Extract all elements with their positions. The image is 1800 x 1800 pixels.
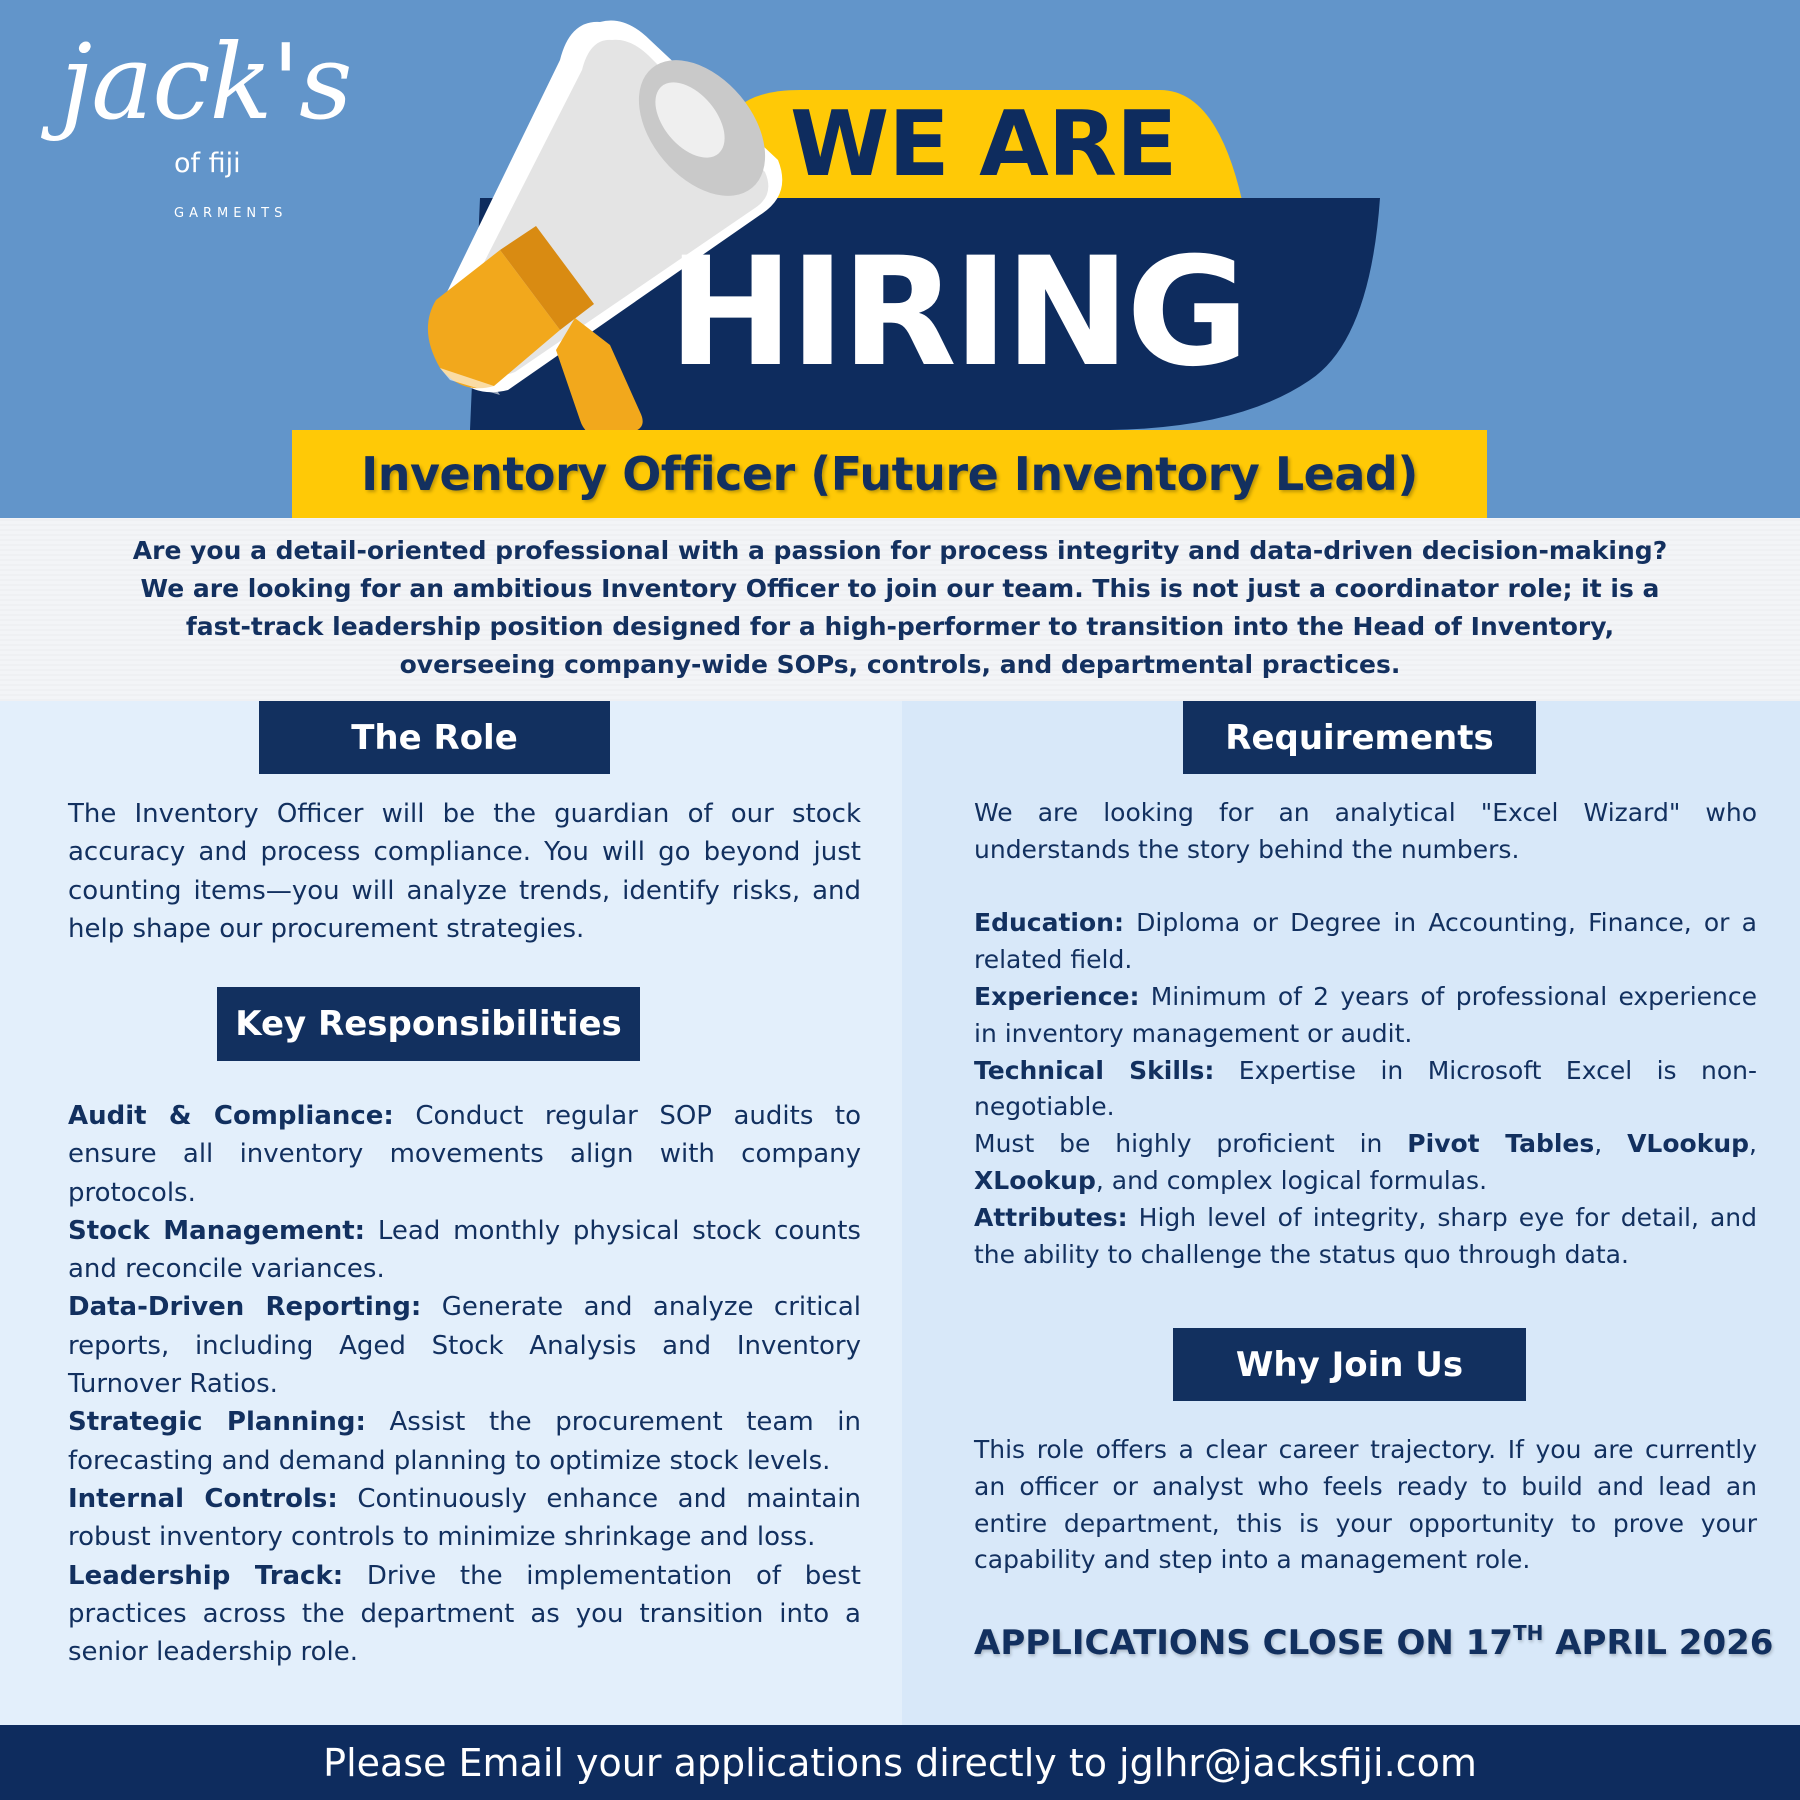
job-title-banner — [292, 430, 1487, 518]
role-description: The Inventory Officer will be the guardian of our stock accuracy and process compliance. You will go beyond just counting items—you will analyze trends, identify risks, and help shape our procurement strategies. — [68, 799, 861, 944]
responsibility-text: Conduct regular SOP audits to ensure all inventory movements align with company protocols. — [68, 1101, 861, 1208]
responsibility-item — [68, 1097, 861, 1212]
right-column — [902, 701, 1800, 1725]
deadline-ordinal: TH — [1513, 1621, 1544, 1645]
responsibility-item — [68, 1480, 861, 1557]
skill-xlookup: XLookup — [974, 1165, 1096, 1195]
responsibilities-heading: Key Responsibilities — [217, 987, 640, 1061]
application-deadline — [974, 1621, 1774, 1663]
responsibility-item — [68, 1403, 861, 1480]
responsibility-label: Data-Driven Reporting: — [68, 1292, 422, 1323]
deadline-suffix: APRIL 2026 — [1543, 1623, 1774, 1663]
job-title: Inventory Officer (Future Inventory Lead) — [361, 447, 1418, 501]
requirement-text: Diploma or Degree in Accounting, Finance, or a related field. — [974, 908, 1757, 975]
requirements-list — [974, 795, 1757, 1273]
requirement-text: Must be highly proficient in — [974, 1129, 1408, 1159]
responsibility-item — [68, 1212, 861, 1289]
left-column — [0, 701, 902, 1725]
responsibility-item — [68, 1288, 861, 1403]
requirement-text: High level of integrity, sharp eye for detail, and the ability to challenge the status quo through data. — [974, 1202, 1757, 1269]
hero-banner — [0, 0, 1800, 518]
responsibility-label: Stock Management: — [68, 1215, 366, 1246]
footer-bar — [0, 1725, 1800, 1800]
responsibility-label: Internal Controls: — [68, 1483, 338, 1514]
responsibility-text: Drive the implementation of best practices across the department as you transition into a senior leadership role. — [68, 1560, 861, 1668]
requirement-attributes — [974, 1200, 1757, 1274]
deadline-prefix: APPLICATIONS CLOSE ON 17 — [974, 1623, 1513, 1663]
requirement-technical — [974, 1053, 1757, 1127]
logo-wordmark: jack's — [60, 21, 352, 143]
logo-subtitle: of fiji — [174, 148, 241, 179]
requirement-experience — [974, 979, 1757, 1053]
why-join-heading: Why Join Us — [1173, 1328, 1526, 1401]
responsibility-text: Continuously enhance and maintain robust inventory controls to minimize shrinkage and loss. — [68, 1483, 861, 1553]
requirements-intro: We are looking for an analytical "Excel Wizard" who understands the story behind the numbers. — [974, 798, 1757, 864]
why-join-text: This role offers a clear career trajectory. If you are currently an officer or analyst who feels ready to build and lead an entire department, this is your opportunity to prove your capability and step into a management role. — [974, 1435, 1757, 1575]
skill-vlookup: VLookup — [1627, 1129, 1750, 1159]
logo-tagline: GARMENTS — [174, 206, 288, 221]
we-are-heading: WE ARE — [790, 92, 1177, 197]
intro-text: Are you a detail-oriented professional with a passion for process integrity and data-driven decision-making? We are looking for an ambitious Inventory Officer to join our team. This is not just a coordinator role; it is a fast-track leadership position designed for a high-performer to transition into the Head of Inventory, overseeing company-wide SOPs, controls, and departmental practices. — [132, 536, 1668, 679]
requirement-text: Minimum of 2 years of professional experience in inventory management or audit. — [974, 981, 1757, 1048]
responsibility-item — [68, 1557, 861, 1672]
requirement-label: Technical Skills: — [974, 1055, 1215, 1085]
requirement-excel-skills — [974, 1126, 1757, 1200]
intro-section — [0, 518, 1800, 701]
separator: , — [1749, 1129, 1757, 1159]
skill-pivot-tables: Pivot Tables — [1407, 1129, 1595, 1159]
hiring-heading: HIRING — [668, 226, 1246, 400]
role-heading: The Role — [259, 701, 610, 774]
requirements-heading: Requirements — [1183, 701, 1536, 774]
requirement-label: Experience: — [974, 981, 1140, 1011]
responsibilities-list — [68, 1097, 861, 1671]
responsibility-text: Generate and analyze critical reports, including Aged Stock Analysis and Inventory Turnover Ratios. — [68, 1292, 861, 1400]
responsibility-label: Audit & Compliance: — [68, 1101, 394, 1131]
responsibility-text: Lead monthly physical stock counts and reconcile variances. — [68, 1215, 861, 1285]
requirement-text: , and complex logical formulas. — [1095, 1165, 1488, 1195]
responsibility-label: Strategic Planning: — [68, 1407, 366, 1438]
separator: , — [1594, 1129, 1628, 1159]
contact-email-text: Please Email your applications directly to jglhr@jacksfiji.com — [323, 1740, 1477, 1785]
requirement-label: Education: — [974, 908, 1124, 938]
spacer — [974, 869, 1757, 906]
requirement-text: Expertise in Microsoft Excel is non-negotiable. — [974, 1055, 1757, 1122]
requirement-label: Attributes: — [974, 1202, 1128, 1232]
requirement-education — [974, 905, 1757, 979]
responsibility-label: Leadership Track: — [68, 1560, 344, 1591]
responsibility-text: Assist the procurement team in forecasting and demand planning to optimize stock levels. — [68, 1407, 861, 1476]
